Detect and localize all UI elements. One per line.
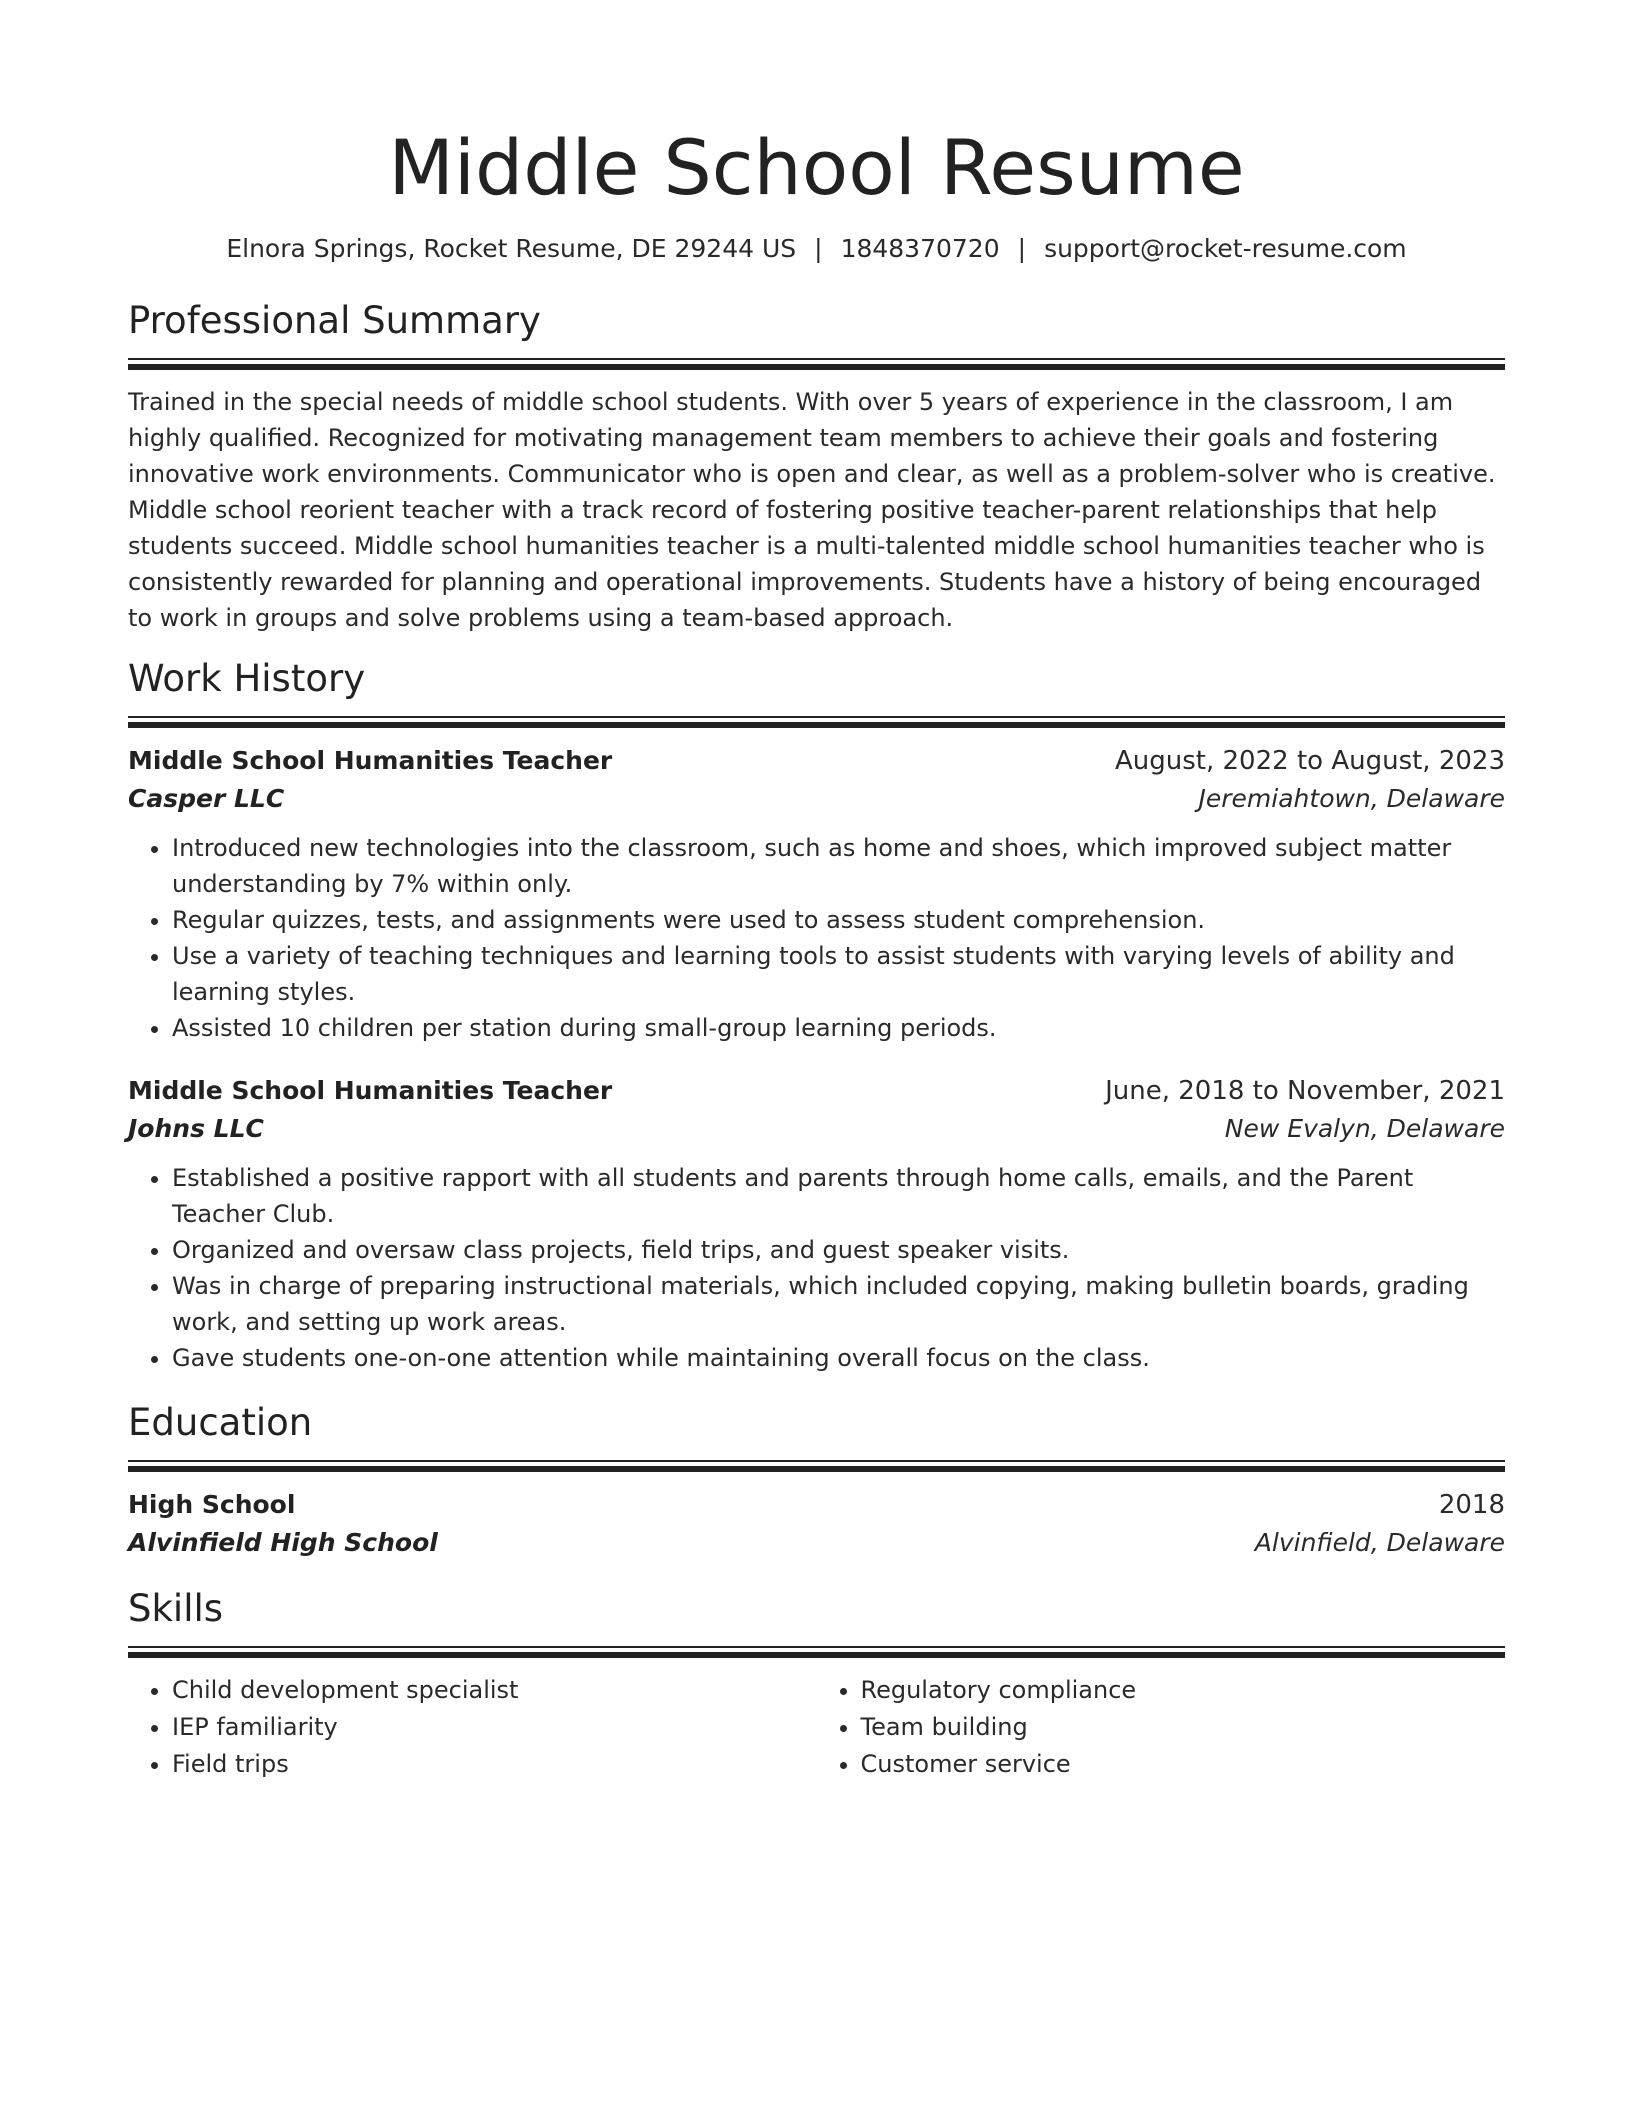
contact-separator: | — [1017, 234, 1027, 263]
job-bullets — [128, 1160, 1505, 1376]
job-bullet: • Gave students one-on-one attention while maintaining overall focus on the class. — [172, 1340, 1505, 1376]
job-bullet: • Use a variety of teaching techniques and learning tools to assist students with varying levels of ability and learning styles. — [172, 938, 1505, 1010]
skills-section — [128, 1586, 1505, 1783]
section-divider — [128, 358, 1505, 370]
job-bullet: • Regular quizzes, tests, and assignments were used to assess student comprehension. — [172, 902, 1505, 938]
resume-title: Middle School Resume — [388, 123, 1245, 212]
contact-separator: | — [814, 234, 823, 263]
job-subheader — [128, 780, 1505, 818]
education-section — [128, 1400, 1505, 1562]
job-header — [128, 1072, 1505, 1110]
job-entry — [128, 1072, 1505, 1376]
job-bullet: • Introduced new technologies into the classroom, such as home and shoes, which improved subject matter understanding by 7% within only. — [172, 830, 1505, 902]
education-location: Alvinfield, Delaware — [1254, 1528, 1505, 1557]
education-year: 2018 — [1438, 1490, 1505, 1520]
education-entry — [128, 1486, 1505, 1562]
job-dates: June, 2018 to November, 2021 — [1105, 1076, 1505, 1106]
job-dates: August, 2022 to August, 2023 — [1115, 746, 1505, 776]
education-degree: High School — [128, 1490, 296, 1519]
job-subheader — [128, 1110, 1505, 1148]
skill-item: • Field trips — [172, 1746, 817, 1783]
job-company: Johns LLC — [128, 1114, 264, 1143]
section-heading-skills: Skills — [128, 1587, 224, 1630]
contact-address: Elnora Springs, Rocket Resume, DE 29244 US — [226, 234, 797, 263]
job-bullet: • Was in charge of preparing instructional materials, which included copying, making bulletin boards, grading work, and setting up work areas. — [172, 1268, 1505, 1340]
section-heading-summary: Professional Summary — [128, 299, 541, 342]
job-entry — [128, 742, 1505, 1046]
skills-list — [128, 1672, 1505, 1783]
section-heading-education: Education — [128, 1401, 313, 1444]
education-subheader — [128, 1524, 1505, 1562]
section-divider — [128, 1460, 1505, 1472]
skill-item: • IEP familiarity — [172, 1709, 817, 1746]
summary-text: Trained in the special needs of middle school students. With over 5 years of experience in the classroom, I am highly qualified. Recognized for motivating management team members to achieve their goals and fostering innovative work environments. Communicator who is open and clear, as well as a problem-solver who is creative. Middle school reorient teacher with a track record of fostering positive teacher-parent relationships that help students succeed. Middle school humanities teacher is a multi-talented middle school humanities teacher who is consistently rewarded for planning and operational improvements. Students have a history of being encouraged to work in groups and solve problems using a team-based approach. — [128, 388, 1496, 632]
job-title: Middle School Humanities Teacher — [128, 1076, 613, 1105]
education-header — [128, 1486, 1505, 1524]
education-school: Alvinfield High School — [128, 1528, 438, 1557]
job-bullets — [128, 830, 1505, 1046]
job-location: Jeremiahtown, Delaware — [1198, 784, 1505, 813]
section-divider — [128, 716, 1505, 728]
contact-email: support@rocket-resume.com — [1044, 234, 1407, 263]
job-location: New Evalyn, Delaware — [1224, 1114, 1505, 1143]
skill-item: • Child development specialist — [172, 1672, 817, 1709]
job-bullet: • Established a positive rapport with all students and parents through home calls, emails, and the Parent Teacher Club. — [172, 1160, 1505, 1232]
contact-line — [128, 232, 1505, 266]
work-history-section — [128, 656, 1505, 1376]
contact-phone: 1848370720 — [840, 234, 1000, 263]
job-bullet: • Organized and oversaw class projects, field trips, and guest speaker visits. — [172, 1232, 1505, 1268]
skill-item: • Regulatory compliance — [861, 1672, 1506, 1709]
skills-column-left — [128, 1672, 817, 1783]
section-heading-work-history: Work History — [128, 657, 366, 700]
section-divider — [128, 1646, 1505, 1658]
skills-column-right — [817, 1672, 1506, 1783]
job-bullet: • Assisted 10 children per station during small-group learning periods. — [172, 1010, 1505, 1046]
job-company: Casper LLC — [128, 784, 285, 813]
skill-item: • Team building — [861, 1709, 1506, 1746]
summary-section — [128, 298, 1505, 636]
skill-item: • Customer service — [861, 1746, 1506, 1783]
job-title: Middle School Humanities Teacher — [128, 746, 613, 775]
job-header — [128, 742, 1505, 780]
